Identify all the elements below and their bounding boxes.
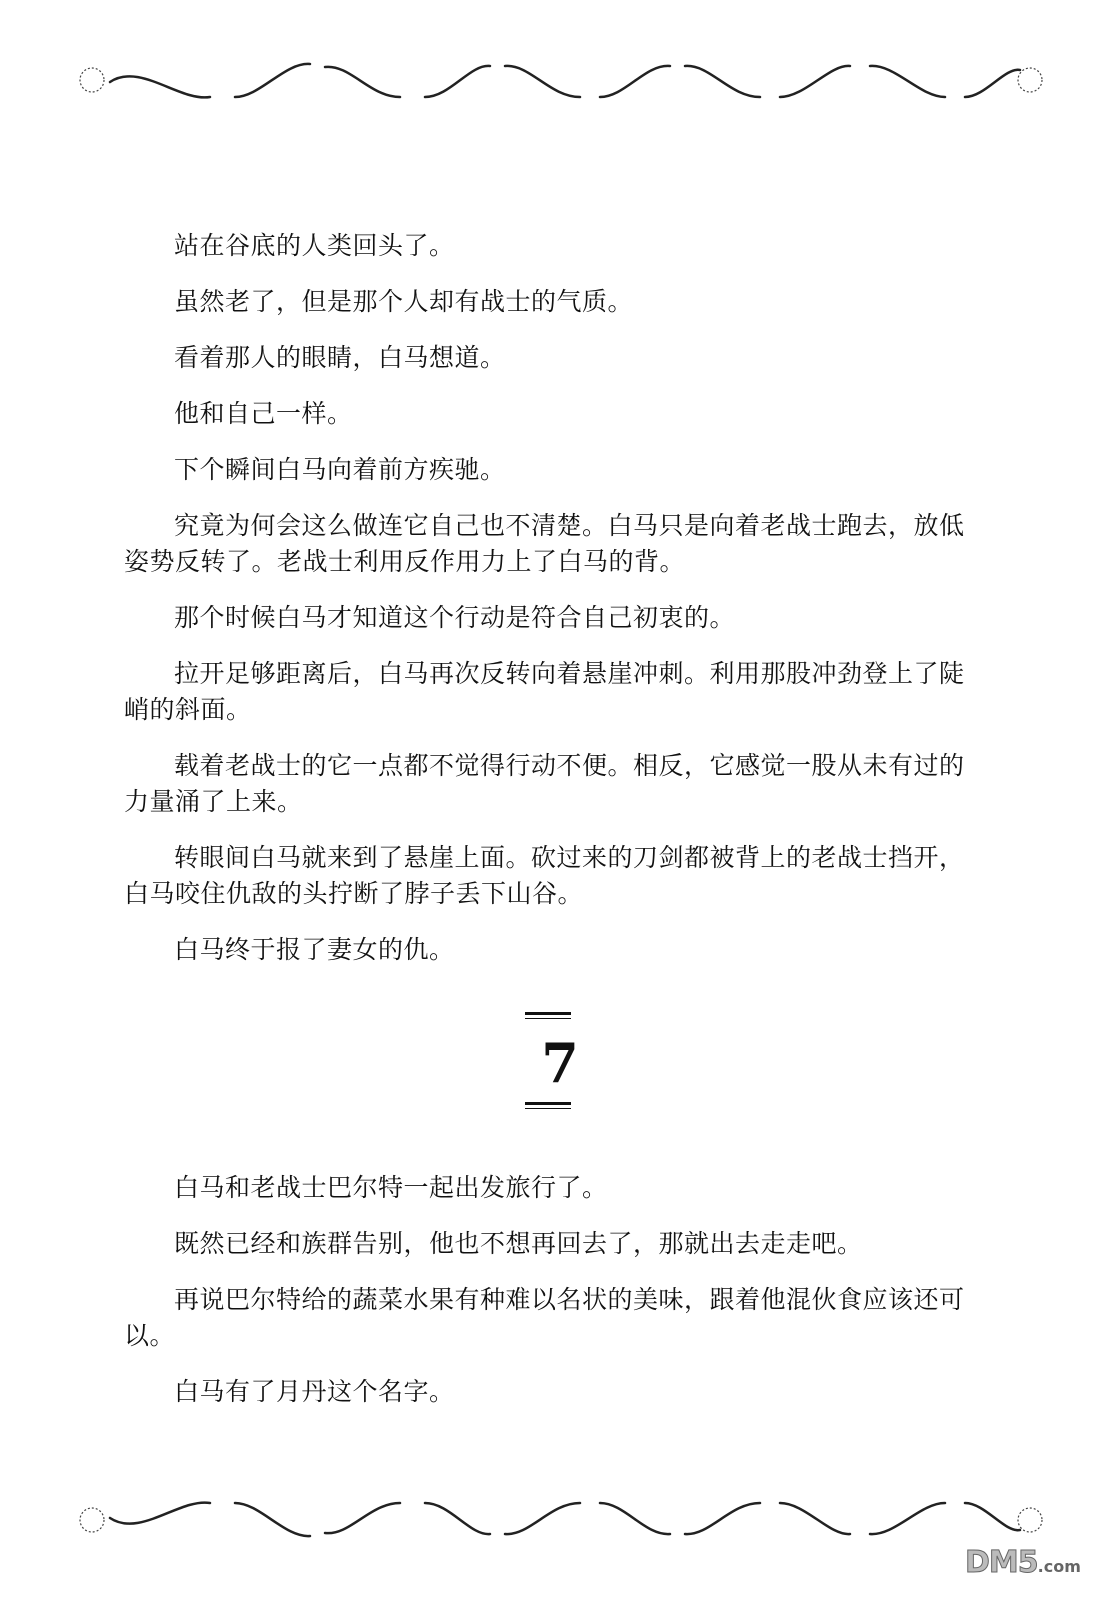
paragraph: 白马有了月丹这个名字。 [174, 1377, 455, 1406]
paragraph: 那个时候白马才知道这个行动是符合自己初衷的。 [174, 603, 736, 632]
section-2-text [124, 1170, 984, 1410]
decorative-border-bottom [70, 1488, 1050, 1548]
paragraph: 究竟为何会这么做连它自己也不清楚。白马只是向着老战士跑去，放低姿势反转了。老战士利用反作用力上了白马的背。 [124, 511, 965, 576]
paragraph: 他和自己一样。 [174, 399, 353, 428]
paragraph: 既然已经和族群告别，他也不想再回去了，那就出去走走吧。 [174, 1229, 863, 1258]
paragraph: 白马终于报了妻女的仇。 [174, 935, 455, 964]
chapter-number: 7 [541, 1031, 579, 1095]
decorative-border-top [70, 52, 1050, 112]
watermark-logo [965, 1545, 1081, 1580]
paragraph: 虽然老了，但是那个人却有战士的气质。 [174, 287, 634, 316]
paragraph: 看着那人的眼睛，白马想道。 [174, 343, 506, 372]
chapter-heading [500, 1010, 620, 1110]
chapter-rule-bottom [525, 1102, 571, 1109]
paragraph: 载着老战士的它一点都不觉得行动不便。相反，它感觉一股从未有过的力量涌了上来。 [124, 751, 965, 816]
chapter-rule-top [525, 1012, 571, 1019]
section-1-text [124, 228, 984, 968]
paragraph: 站在谷底的人类回头了。 [174, 231, 455, 260]
paragraph: 白马和老战士巴尔特一起出发旅行了。 [174, 1173, 608, 1202]
watermark-suffix: .com [1037, 1557, 1081, 1576]
paragraph: 转眼间白马就来到了悬崖上面。砍过来的刀剑都被背上的老战士挡开，白马咬住仇敌的头拧断了脖子丢下山谷。 [124, 843, 965, 908]
paragraph: 拉开足够距离后，白马再次反转向着悬崖冲刺。利用那股冲劲登上了陡峭的斜面。 [124, 659, 965, 724]
watermark-brand: DM5 [965, 1545, 1038, 1580]
paragraph: 下个瞬间白马向着前方疾驰。 [174, 455, 506, 484]
paragraph: 再说巴尔特给的蔬菜水果有种难以名状的美味，跟着他混伙食应该还可以。 [124, 1285, 965, 1350]
